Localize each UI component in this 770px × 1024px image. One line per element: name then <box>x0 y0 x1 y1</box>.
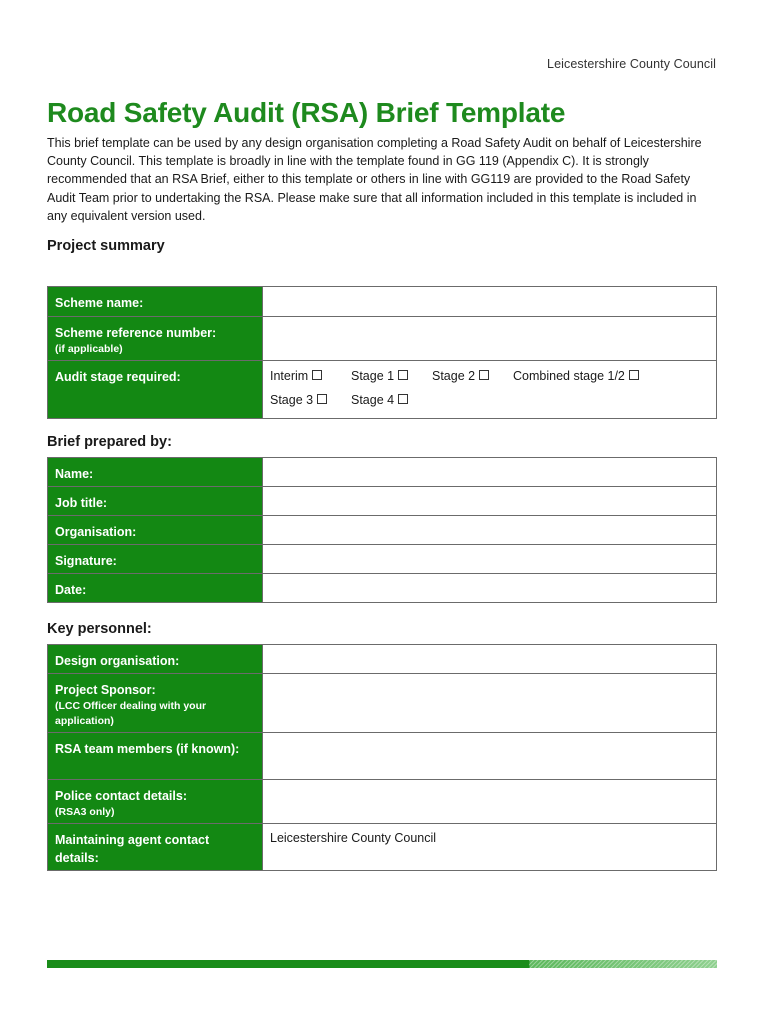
stage-interim-option[interactable]: Interim <box>270 369 351 383</box>
scheme-ref-label: Scheme reference number: (if applicable) <box>48 317 263 361</box>
organisation-field[interactable] <box>263 516 717 545</box>
stage-combined-option[interactable]: Combined stage 1/2 <box>513 369 673 383</box>
brief-prepared-heading: Brief prepared by: <box>47 434 172 450</box>
checkbox-icon[interactable] <box>398 394 408 404</box>
stage-3-option[interactable]: Stage 3 <box>270 393 351 407</box>
scheme-name-field[interactable] <box>263 287 717 317</box>
project-sponsor-sub: (LCC Officer dealing with your application) <box>55 700 207 727</box>
scheme-ref-field[interactable] <box>263 317 717 361</box>
project-sponsor-label: Project Sponsor: (LCC Officer dealing with your application) <box>48 674 263 733</box>
checkbox-icon[interactable] <box>479 370 489 380</box>
scheme-name-label: Scheme name: <box>48 287 263 317</box>
checkbox-icon[interactable] <box>629 370 639 380</box>
maintaining-agent-field[interactable]: Leicestershire County Council <box>263 824 717 871</box>
design-org-label: Design organisation: <box>48 645 263 674</box>
organisation-label: Organisation: <box>48 516 263 545</box>
audit-stage-label: Audit stage required: <box>48 361 263 419</box>
name-label: Name: <box>48 458 263 487</box>
checkbox-icon[interactable] <box>312 370 322 380</box>
page-title: Road Safety Audit (RSA) Brief Template <box>47 97 566 128</box>
project-sponsor-field[interactable] <box>263 674 717 733</box>
police-contact-field[interactable] <box>263 780 717 824</box>
audit-stage-options <box>263 361 717 419</box>
date-label: Date: <box>48 574 263 603</box>
organisation-header: Leicestershire County Council <box>547 57 716 71</box>
key-personnel-table <box>47 644 717 871</box>
brief-prepared-table <box>47 457 717 603</box>
date-field[interactable] <box>263 574 717 603</box>
police-contact-label: Police contact details: (RSA3 only) <box>48 780 263 824</box>
rsa-team-field[interactable] <box>263 733 717 780</box>
project-summary-table <box>47 286 717 419</box>
scheme-ref-sub: (if applicable) <box>55 343 123 355</box>
checkbox-icon[interactable] <box>317 394 327 404</box>
stage-4-option[interactable]: Stage 4 <box>351 393 432 407</box>
name-field[interactable] <box>263 458 717 487</box>
rsa-team-label: RSA team members (if known): <box>48 733 263 780</box>
job-title-label: Job title: <box>48 487 263 516</box>
stage-2-option[interactable]: Stage 2 <box>432 369 513 383</box>
key-personnel-heading: Key personnel: <box>47 621 152 637</box>
footer-bar <box>47 960 717 968</box>
project-summary-heading: Project summary <box>47 238 165 254</box>
stage-1-option[interactable]: Stage 1 <box>351 369 432 383</box>
design-org-field[interactable] <box>263 645 717 674</box>
intro-paragraph: This brief template can be used by any design organisation completing a Road Safety Audit on behalf of Leicestershire County Council. This template is broadly in line with the template found in GG 119 (Appendix C). It is strongly recommended that an RSA Brief, either to this template or others in line with GG119 are provided to the Road Safety Audit Team prior to undertaking the RSA. Please make sure that all information included in this template is included in any equivalent version used. <box>47 136 702 223</box>
signature-label: Signature: <box>48 545 263 574</box>
maintaining-agent-label: Maintaining agent contact details: <box>48 824 263 871</box>
checkbox-icon[interactable] <box>398 370 408 380</box>
police-contact-sub: (RSA3 only) <box>55 806 115 818</box>
job-title-field[interactable] <box>263 487 717 516</box>
signature-field[interactable] <box>263 545 717 574</box>
